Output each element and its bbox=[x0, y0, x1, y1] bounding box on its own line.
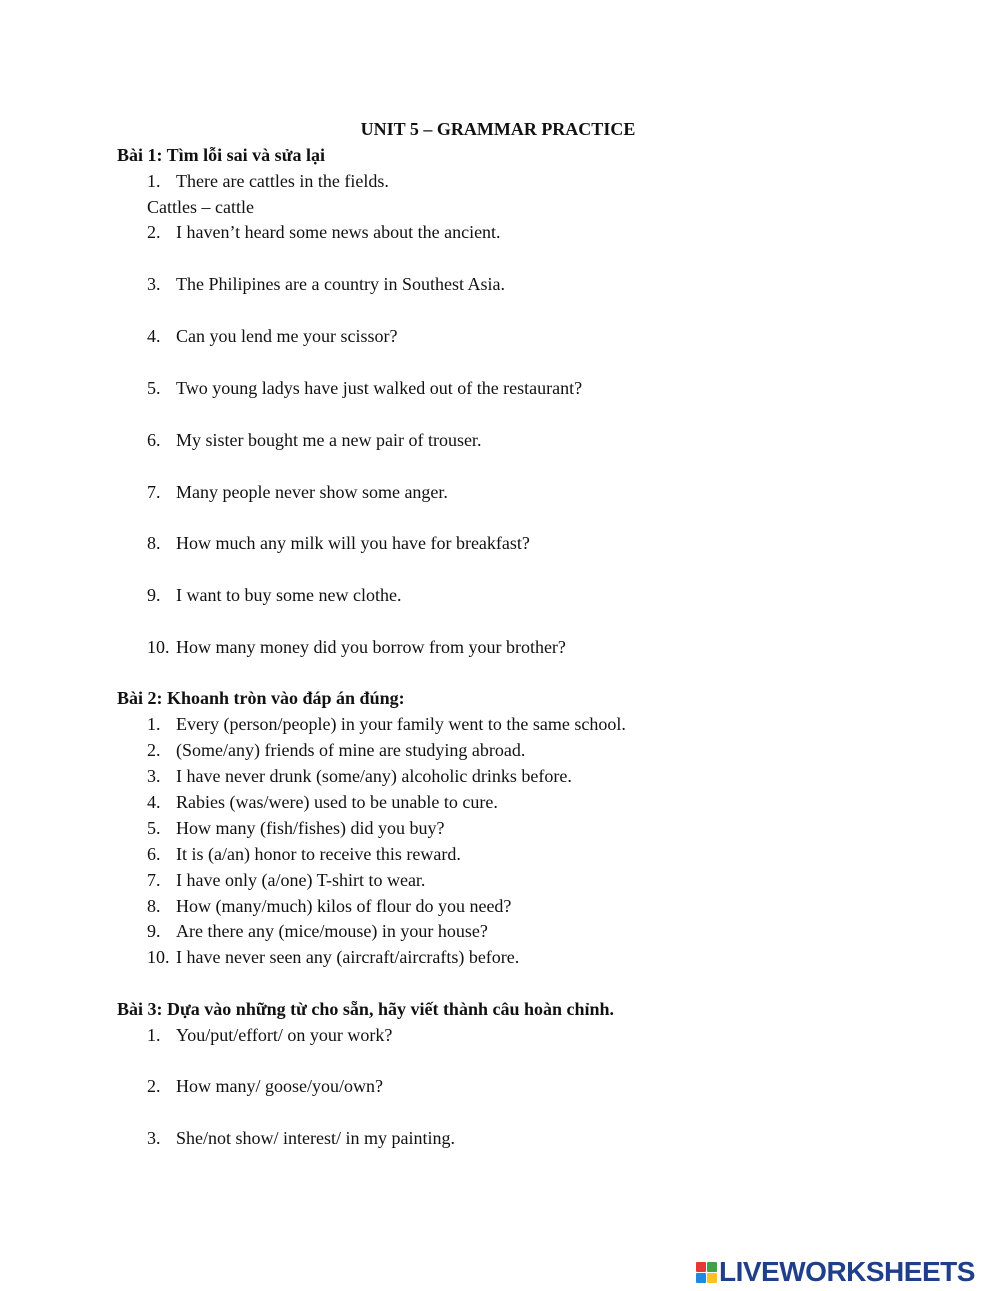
section-1-heading: Bài 1: Tìm lỗi sai và sửa lại bbox=[117, 145, 325, 165]
liveworksheets-logo bbox=[696, 1257, 975, 1287]
section-2-heading: Bài 2: Khoanh tròn vào đáp án đúng: bbox=[117, 688, 405, 708]
logo-mark-icon bbox=[696, 1262, 717, 1283]
logo-mark-tile bbox=[707, 1273, 717, 1283]
section-3-heading: Bài 3: Dựa vào những từ cho sẵn, hãy viết thành câu hoàn chỉnh. bbox=[117, 999, 615, 1019]
page-title: UNIT 5 – GRAMMAR PRACTICE bbox=[360, 119, 636, 139]
logo-text: LIVEWORKSHEETS bbox=[719, 1256, 975, 1287]
logo-mark-tile bbox=[696, 1262, 706, 1272]
example-answer: Cattles – cattle bbox=[147, 197, 254, 217]
logo-mark-tile bbox=[707, 1262, 717, 1272]
logo-mark-tile bbox=[696, 1273, 706, 1283]
